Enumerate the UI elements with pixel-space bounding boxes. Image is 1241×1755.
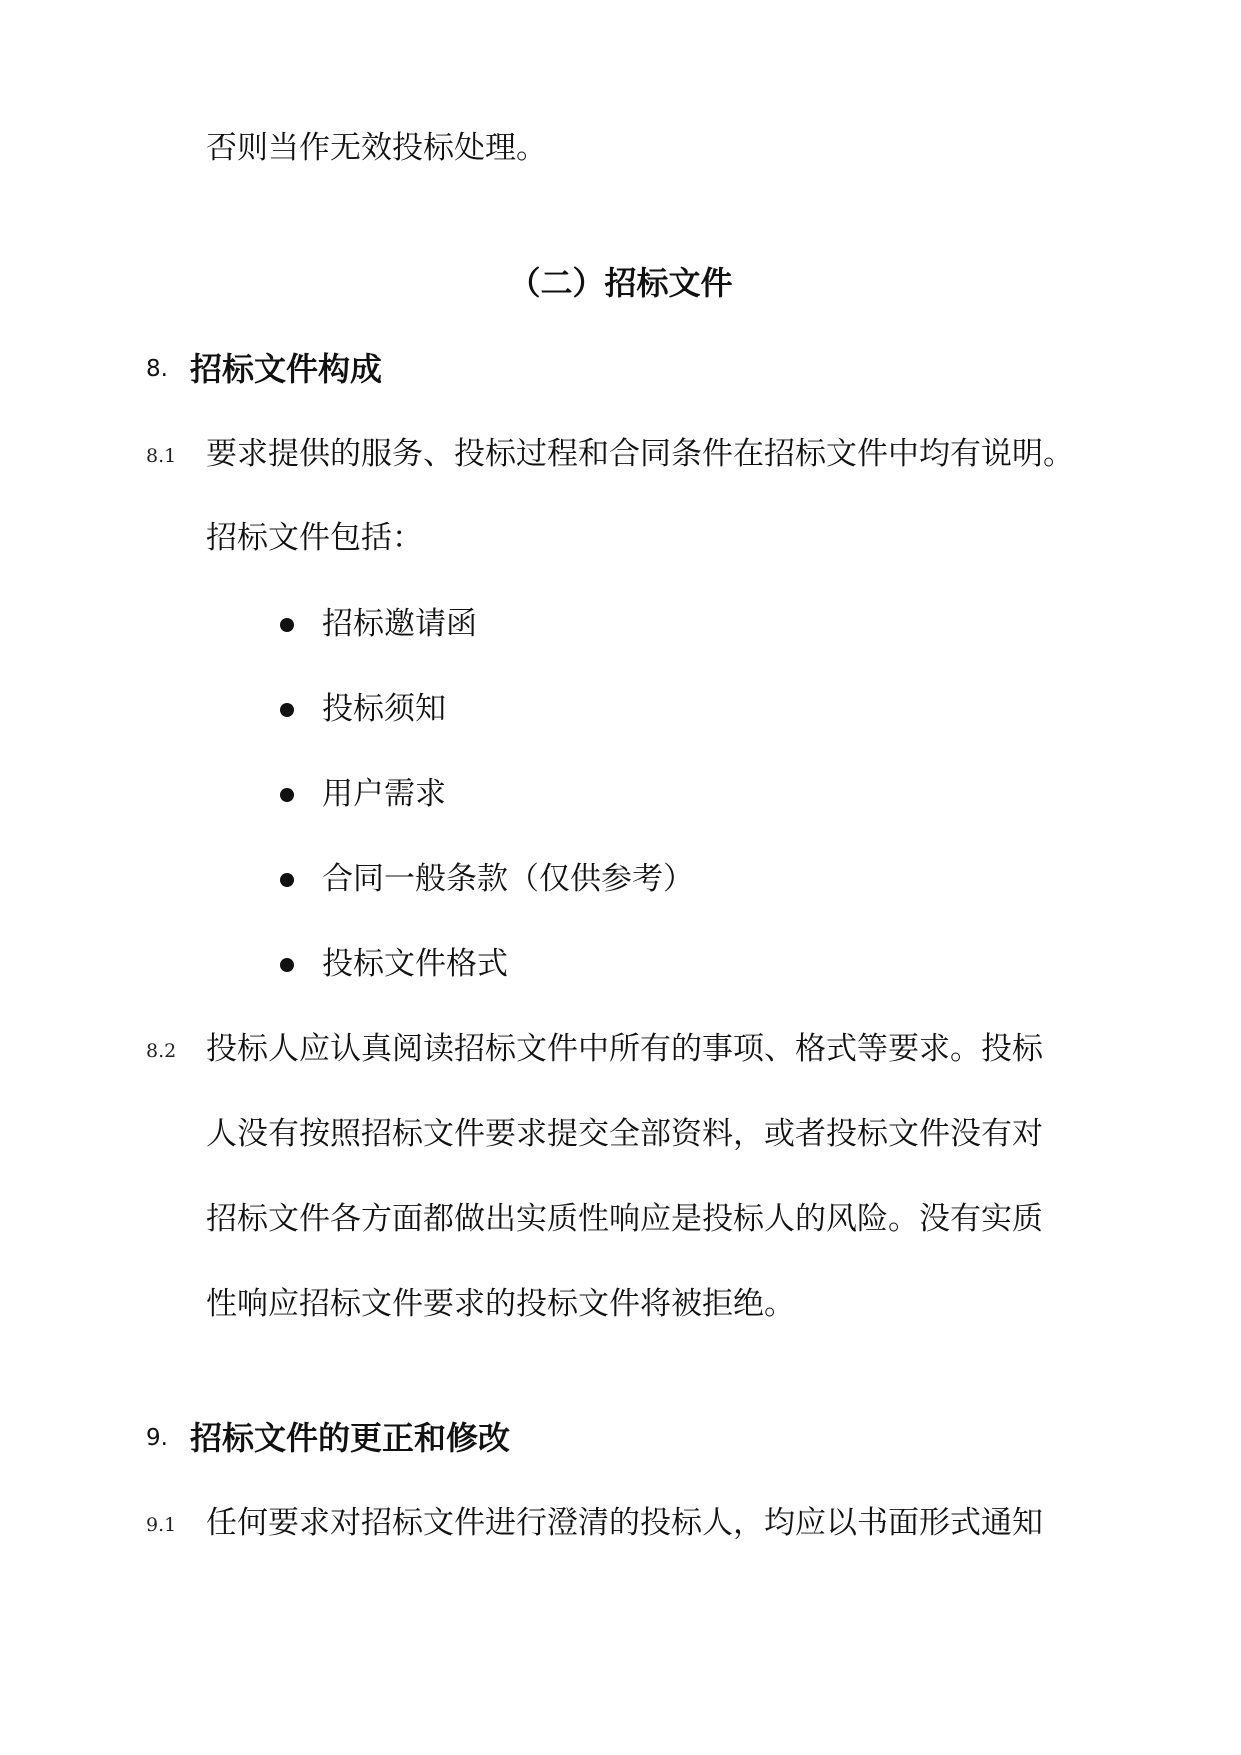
list-item: 投标文件格式	[322, 946, 508, 982]
paragraph-line: 任何要求对招标文件进行澄清的投标人，均应以书面形式通知	[206, 1505, 1043, 1541]
bullet-icon	[280, 958, 294, 972]
subclause-number: 8.1	[146, 445, 177, 467]
section-title: （二）招标文件	[508, 264, 733, 302]
clause-number: 9.	[146, 1425, 168, 1451]
list-item: 招标邀请函	[322, 606, 477, 642]
bullet-icon	[280, 873, 294, 887]
clause-number: 8.	[146, 356, 168, 382]
subclause-number: 9.1	[146, 1514, 177, 1536]
list-item: 投标须知	[322, 691, 446, 727]
paragraph-line: 招标文件各方面都做出实质性响应是投标人的风险。没有实质	[206, 1201, 1043, 1237]
paragraph-line: 要求提供的服务、投标过程和合同条件在招标文件中均有说明。	[206, 436, 1074, 472]
paragraph-line: 性响应招标文件要求的投标文件将被拒绝。	[206, 1286, 795, 1322]
list-item: 用户需求	[322, 776, 446, 812]
paragraph-line: 投标人应认真阅读招标文件中所有的事项、格式等要求。投标	[206, 1031, 1043, 1067]
bullet-icon	[280, 703, 294, 717]
subclause-number: 8.2	[146, 1040, 177, 1062]
bullet-icon	[280, 788, 294, 802]
paragraph-line: 招标文件包括：	[206, 520, 423, 556]
clause-heading: 招标文件的更正和修改	[190, 1419, 511, 1457]
paragraph-line: 人没有按照招标文件要求提交全部资料，或者投标文件没有对	[206, 1116, 1043, 1152]
clause-heading: 招标文件构成	[190, 350, 383, 388]
bullet-icon	[280, 618, 294, 632]
paragraph-line: 否则当作无效投标处理。	[206, 130, 547, 166]
list-item: 合同一般条款（仅供参考）	[322, 861, 694, 897]
